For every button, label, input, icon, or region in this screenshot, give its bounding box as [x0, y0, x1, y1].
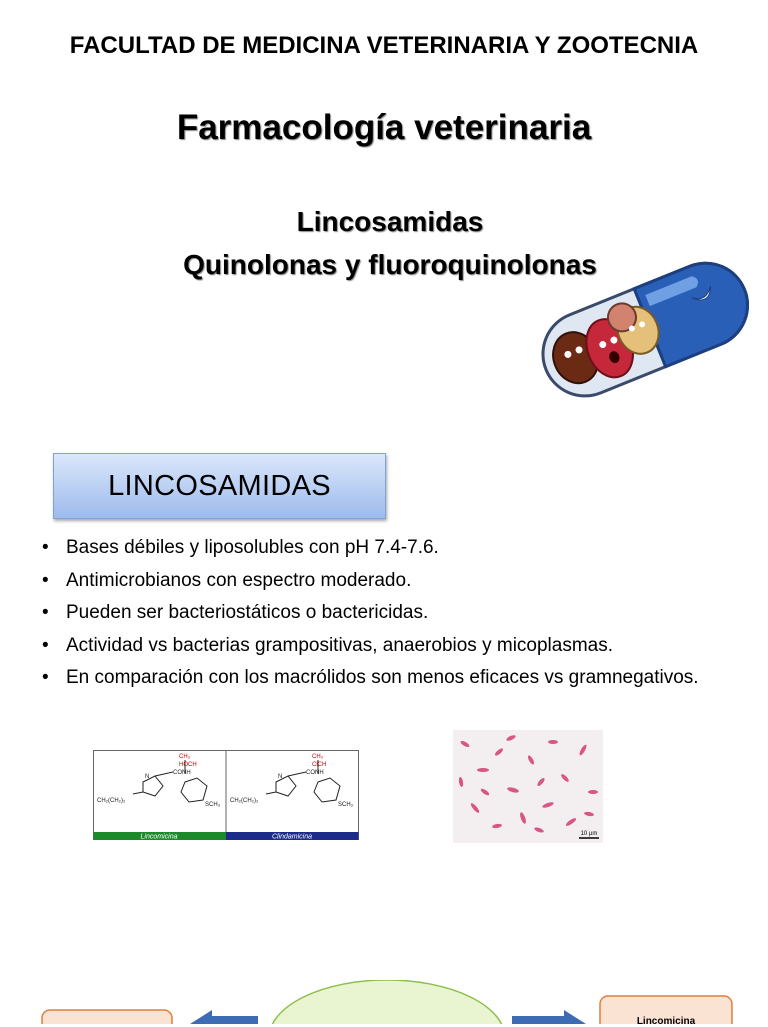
subtitle-quinolonas: Quinolonas y fluoroquinolonas: [183, 249, 597, 280]
bullet-list: [42, 534, 722, 697]
list-item: [42, 664, 722, 691]
svg-text:HOCH: HOCH: [179, 762, 197, 768]
svg-text:CH₂(CH₂)₂: CH₂(CH₂)₂: [230, 798, 259, 804]
bullet-icon: •: [42, 667, 49, 688]
bullet-text: Actividad vs bacterias grampositivas, anaerobios y micoplasmas.: [66, 634, 614, 656]
list-item: [42, 534, 722, 561]
list-item: [42, 599, 722, 626]
subtitle-lincosamidas: Lincosamidas: [296, 206, 484, 237]
bullet-text: Pueden ser bacteriostáticos o bactericidas.: [66, 602, 429, 623]
bullet-text: Antimicrobianos con espectro moderado.: [66, 569, 412, 591]
course-title: Farmacología veterinaria: [176, 108, 592, 147]
left-arrow-icon: [190, 1010, 258, 1024]
svg-text:CH₃: CH₃: [312, 754, 324, 760]
section-heading: LINCOSAMIDAS: [108, 469, 331, 502]
faculty-title: FACULTAD DE MEDICINA VETERINARIA Y ZOOTECNIA: [69, 32, 699, 59]
diagram-left-box: [42, 1010, 172, 1024]
capsule-organs-illustration: [528, 238, 758, 410]
svg-text:N: N: [278, 774, 283, 780]
chemical-structures-figure: [93, 750, 359, 840]
list-item: [42, 632, 722, 659]
svg-text:CH₃: CH₃: [179, 754, 191, 760]
svg-text:SCH₃: SCH₃: [338, 802, 354, 808]
bullet-text: Bases débiles y liposolubles con pH 7.4-7.6.: [66, 537, 439, 558]
list-item: [42, 567, 722, 594]
svg-text:N: N: [145, 774, 150, 780]
bullet-text: En comparación con los macrólidos son menos eficaces vs gramnegativos.: [66, 667, 699, 688]
section-heading-box: [53, 453, 386, 519]
bullet-icon: •: [42, 602, 49, 623]
right-arrow-icon: [512, 1010, 586, 1024]
gram-stain-micrograph: [453, 730, 603, 843]
svg-text:SCH₃: SCH₃: [205, 802, 221, 808]
diagram-center-ellipse: [269, 980, 505, 1024]
diagram-right-box-label: Lincomicina: [636, 1016, 696, 1027]
bullet-icon: •: [42, 537, 49, 558]
svg-text:CH₂(CH₂)₂: CH₂(CH₂)₂: [97, 798, 126, 804]
bullet-icon: •: [42, 569, 49, 591]
clindamicina-caption: Clindamicina: [271, 833, 313, 840]
svg-text:ClCH: ClCH: [312, 762, 327, 768]
scale-label: 10 µm: [580, 831, 598, 837]
bullet-icon: •: [42, 634, 49, 656]
lincomicina-caption: Lincomicina: [140, 833, 178, 840]
svg-text:CONH: CONH: [173, 770, 191, 776]
svg-text:CONH: CONH: [306, 770, 324, 776]
